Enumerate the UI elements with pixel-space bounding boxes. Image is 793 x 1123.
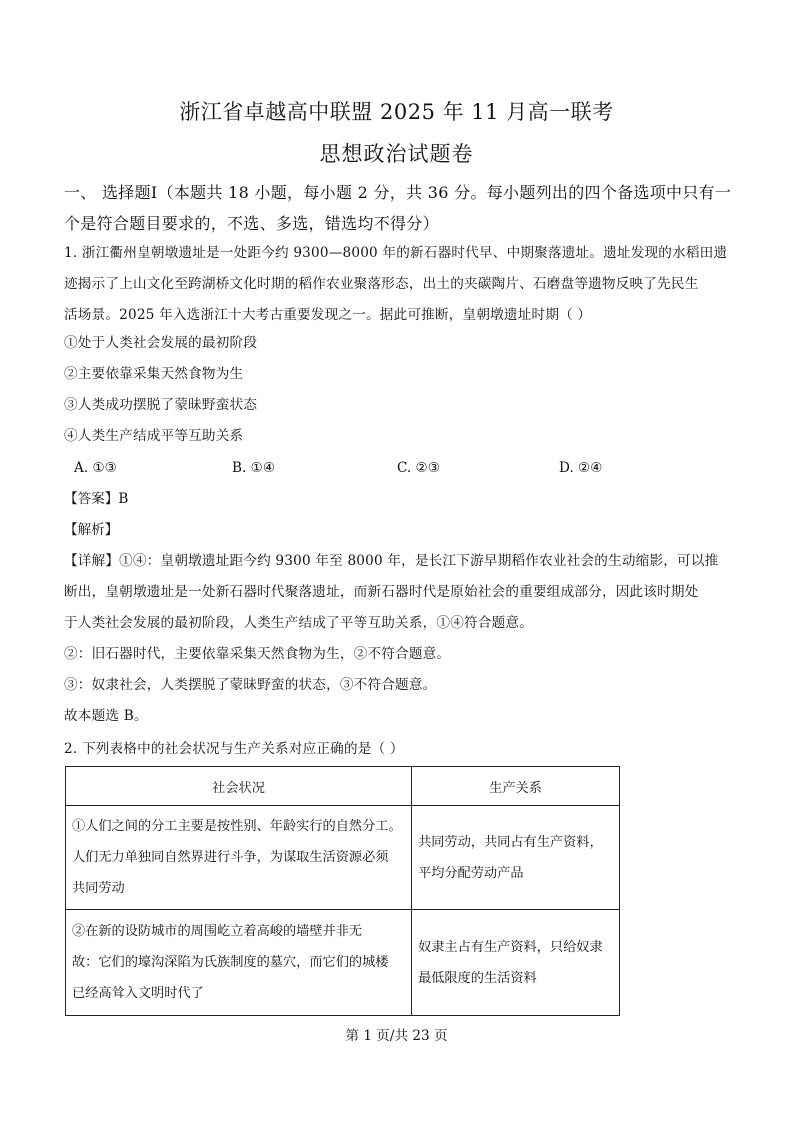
- analysis-label: 【解析】: [64, 522, 119, 538]
- question-1-statements: [64, 328, 734, 452]
- table-cell-status: [66, 806, 412, 910]
- question-1-detail: [64, 546, 734, 732]
- cell-line: ②在新的设防城市的周围屹立着高峻的墙壁并非无: [72, 924, 363, 939]
- table-header-relation: 生产关系: [412, 767, 620, 806]
- detail-line: 故本题选 B。: [64, 708, 148, 724]
- table-header-status: 社会状况: [66, 767, 412, 806]
- cell-line: 已经高耸入文明时代了: [72, 986, 204, 1001]
- question-1-stem: [64, 238, 734, 331]
- cell-line: ①人们之间的分工主要是按性别、年龄实行的自然分工。: [72, 819, 402, 834]
- table-cell-relation: [412, 806, 620, 910]
- cell-line: 人们无力单独同自然界进行斗争，为谋取生活资源必须: [72, 850, 389, 865]
- exam-subtitle: 思想政治试题卷: [319, 142, 474, 166]
- cell-line: 共同劳动: [72, 881, 125, 896]
- table-cell-status: [66, 910, 412, 1016]
- cell-line: 奴隶主占有生产资料，只给奴隶: [418, 939, 603, 955]
- answer-label: 【答案】B: [64, 491, 129, 507]
- page-number: 第 1 页/共 23 页: [345, 1028, 448, 1044]
- section-heading-line: 个是符合题目要求的，不选、多选，错选均不得分）: [64, 214, 439, 233]
- exam-title: 浙江省卓越高中联盟 2025 年 11 月高一联考: [179, 100, 614, 124]
- statement-item: ④人类生产结成平等互助关系: [64, 428, 244, 444]
- question-text-line: 2. 下列表格中的社会状况与生产关系对应正确的是（ ）: [64, 741, 404, 757]
- question-1-choices: [74, 453, 714, 484]
- table-header-row: [66, 767, 620, 806]
- detail-line: 【详解】①④：皇朝墩遗址距今约 9300 年至 8000 年，是长江下游早期稻作农业社会的生动缩影，可以推: [64, 553, 719, 569]
- table-row: [66, 910, 620, 1016]
- question-text-line: 1. 浙江衢州皇朝墩遗址是一处距今约 9300—8000 年的新石器时代早、中期聚落遗址。遗址发现的水稻田遗: [64, 245, 728, 261]
- question-2-table: [65, 766, 620, 1016]
- question-text-line: 活场景。2025 年入选浙江十大考古重要发现之一。据此可推断，皇朝墩遗址时期（ ）: [64, 307, 592, 323]
- cell-line: 故：它们的壕沟深陷为氏族制度的墓穴，而它们的城楼: [72, 955, 389, 970]
- question-2-stem: [64, 734, 734, 765]
- question-text-line: 迹揭示了上山文化至跨湖桥文化时期的稻作农业聚落形态，出土的夹碳陶片、石磨盘等遗物反映了先民生: [64, 276, 699, 292]
- statement-item: ②主要依靠采集天然食物为生: [64, 366, 244, 382]
- choice-b: B. ①④: [232, 460, 276, 476]
- section-heading: [64, 177, 734, 239]
- cell-line: 平均分配劳动产品: [418, 865, 524, 881]
- section-heading-line: 一、 选择题Ⅰ（本题共 18 小题，每小题 2 分，共 36 分。每小题列出的四个备选项中只有一: [64, 183, 732, 202]
- detail-line: ②：旧石器时代，主要依靠采集天然食物为生，②不符合题意。: [64, 646, 451, 662]
- table-row: [66, 806, 620, 910]
- detail-line: ③：奴隶社会，人类摆脱了蒙昧野蛮的状态，③不符合题意。: [64, 677, 437, 693]
- detail-line: 断出，皇朝墩遗址是一处新石器时代聚落遗址，而新石器时代是原始社会的重要组成部分，因此该时期处: [64, 584, 699, 600]
- choice-c: C. ②③: [397, 460, 440, 476]
- table-cell-relation: [412, 910, 620, 1016]
- statement-item: ①处于人类社会发展的最初阶段: [64, 335, 258, 351]
- statement-item: ③人类成功摆脱了蒙昧野蛮状态: [64, 397, 258, 413]
- choice-a: A. ①③: [74, 460, 117, 476]
- cell-line: 最低限度的生活资料: [418, 970, 537, 986]
- detail-line: 于人类社会发展的最初阶段，人类生产结成了平等互助关系，①④符合题意。: [64, 615, 533, 631]
- choice-d: D. ②④: [559, 460, 603, 476]
- cell-line: 共同劳动，共同占有生产资料，: [418, 834, 603, 850]
